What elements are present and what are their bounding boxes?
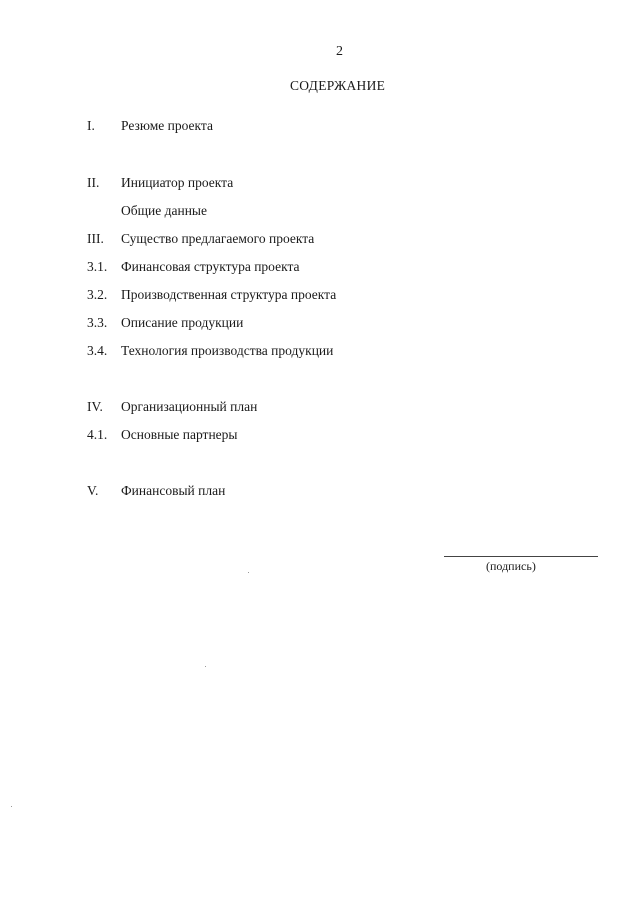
toc-item-text: Технология производства продукции (121, 343, 334, 358)
toc-item-number: 3.1. (87, 259, 108, 274)
toc-item-number: 3.3. (87, 315, 108, 330)
toc-item-text: Финансовая структура проекта (121, 259, 300, 274)
toc-item-text: Финансовый план (121, 483, 226, 498)
page-number: 2 (336, 44, 343, 59)
toc-item-number: II. (87, 175, 100, 190)
toc-item-number: I. (87, 118, 95, 133)
toc-item-number: IV. (87, 399, 103, 414)
toc-item-number: 3.4. (87, 343, 108, 358)
scan-speck (11, 806, 12, 807)
toc-item-number: 3.2. (87, 287, 108, 302)
toc-item-text: Резюме проекта (121, 118, 213, 133)
toc-item-text: Основные партнеры (121, 427, 238, 442)
toc-item-text: Общие данные (121, 203, 207, 218)
toc-item-number: V. (87, 483, 99, 498)
toc-item-text: Инициатор проекта (121, 175, 234, 190)
toc-item-number: 4.1. (87, 427, 108, 442)
signature-line (444, 556, 598, 557)
toc-item-number: III. (87, 231, 104, 246)
scan-speck (205, 666, 206, 667)
scan-speck (248, 572, 249, 573)
toc-item-text: Существо предлагаемого проекта (121, 231, 315, 246)
toc-item-text: Организационный план (121, 399, 258, 414)
signature-caption: (подпись) (486, 559, 536, 573)
toc-item-text: Производственная структура проекта (121, 287, 337, 302)
toc-item-text: Описание продукции (121, 315, 244, 330)
page-title: СОДЕРЖАНИЕ (290, 78, 386, 93)
